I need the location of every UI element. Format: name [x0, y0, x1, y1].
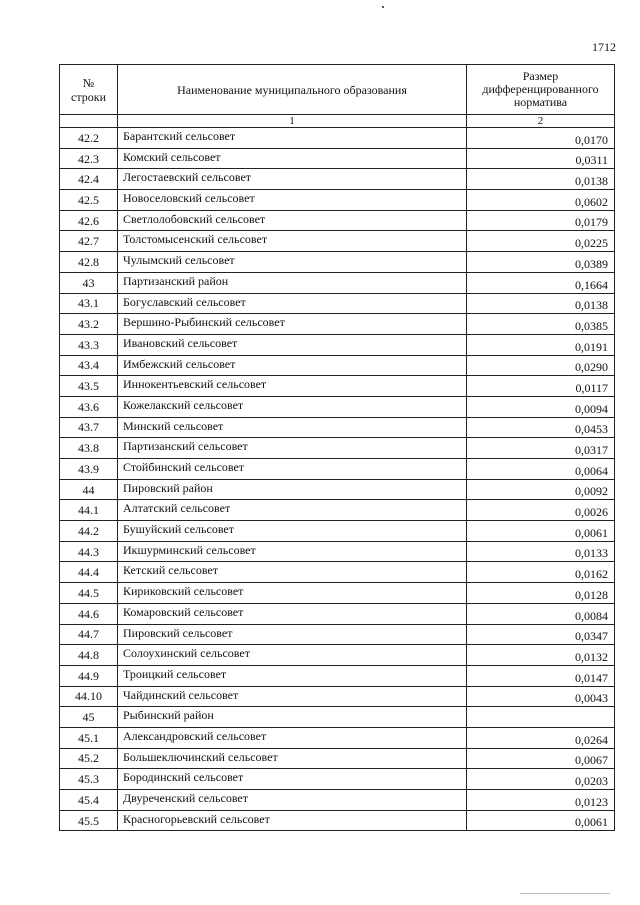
row-number: 42.7	[60, 231, 118, 252]
municipality-name: Бородинский сельсовет	[118, 769, 467, 790]
row-number: 45.5	[60, 810, 118, 831]
row-number: 44.5	[60, 583, 118, 604]
norm-value: 0,0064	[467, 459, 615, 480]
norm-value: 0,0170	[467, 128, 615, 149]
header-index-name: 1	[118, 115, 467, 128]
municipality-name: Новоселовский сельсовет	[118, 190, 467, 211]
table-row	[60, 169, 615, 190]
table-row	[60, 541, 615, 562]
header-row	[60, 65, 615, 115]
table-row	[60, 128, 615, 149]
table-body	[60, 128, 615, 831]
norm-value: 0,0061	[467, 521, 615, 542]
municipality-name: Алтатский сельсовет	[118, 500, 467, 521]
norm-value	[467, 707, 615, 728]
table-row	[60, 645, 615, 666]
row-number: 43.6	[60, 396, 118, 417]
norm-value: 0,0133	[467, 541, 615, 562]
table-row	[60, 521, 615, 542]
header-row-number: № строки	[60, 65, 118, 115]
norm-value: 0,0128	[467, 583, 615, 604]
row-number: 43.4	[60, 355, 118, 376]
norm-value: 0,0311	[467, 148, 615, 169]
municipality-name: Комаровский сельсовет	[118, 603, 467, 624]
header-norm-size: Размер дифференцированного норматива	[467, 65, 615, 115]
table-row	[60, 293, 615, 314]
municipality-name: Иннокентьевский сельсовет	[118, 376, 467, 397]
norm-value: 0,0094	[467, 396, 615, 417]
municipality-name: Стойбинский сельсовет	[118, 459, 467, 480]
header-index-value: 2	[467, 115, 615, 128]
norm-value: 0,0132	[467, 645, 615, 666]
norm-value: 0,0138	[467, 169, 615, 190]
municipality-name: Партизанский район	[118, 272, 467, 293]
table-row	[60, 727, 615, 748]
table-row	[60, 210, 615, 231]
norms-table	[59, 64, 615, 831]
table-row	[60, 190, 615, 211]
table-row	[60, 562, 615, 583]
row-number: 45.3	[60, 769, 118, 790]
table-row	[60, 624, 615, 645]
table-header	[60, 65, 615, 128]
row-number: 42.2	[60, 128, 118, 149]
row-number: 44.8	[60, 645, 118, 666]
table-row	[60, 769, 615, 790]
row-number: 43.1	[60, 293, 118, 314]
municipality-name: Светлолобовский сельсовет	[118, 210, 467, 231]
table-row	[60, 148, 615, 169]
row-number: 44.9	[60, 665, 118, 686]
norm-value: 0,0453	[467, 417, 615, 438]
table-row	[60, 272, 615, 293]
norm-value: 0,0061	[467, 810, 615, 831]
norm-value: 0,0290	[467, 355, 615, 376]
municipality-name: Кетский сельсовет	[118, 562, 467, 583]
row-number: 44.1	[60, 500, 118, 521]
municipality-name: Солоухинский сельсовет	[118, 645, 467, 666]
row-number: 44.3	[60, 541, 118, 562]
row-number: 42.3	[60, 148, 118, 169]
norm-value: 0,0067	[467, 748, 615, 769]
municipality-name: Богуславский сельсовет	[118, 293, 467, 314]
row-number: 43.7	[60, 417, 118, 438]
table-row	[60, 231, 615, 252]
norm-value: 0,0225	[467, 231, 615, 252]
municipality-name: Легостаевский сельсовет	[118, 169, 467, 190]
municipality-name: Ивановский сельсовет	[118, 334, 467, 355]
row-number: 44.4	[60, 562, 118, 583]
table-row	[60, 355, 615, 376]
table-row	[60, 500, 615, 521]
municipality-name: Минский сельсовет	[118, 417, 467, 438]
municipality-name: Кожелакский сельсовет	[118, 396, 467, 417]
scan-smudge	[520, 893, 610, 894]
row-number: 42.6	[60, 210, 118, 231]
norm-value: 0,0203	[467, 769, 615, 790]
municipality-name: Барантский сельсовет	[118, 128, 467, 149]
municipality-name: Комский сельсовет	[118, 148, 467, 169]
municipality-name: Пировский сельсовет	[118, 624, 467, 645]
header-index-empty	[60, 115, 118, 128]
table-row	[60, 790, 615, 811]
municipality-name: Красногорьевский сельсовет	[118, 810, 467, 831]
municipality-name: Вершино-Рыбинский сельсовет	[118, 314, 467, 335]
municipality-name: Партизанский сельсовет	[118, 438, 467, 459]
norm-value: 0,0191	[467, 334, 615, 355]
row-number: 43.8	[60, 438, 118, 459]
table-row	[60, 417, 615, 438]
row-number: 45.1	[60, 727, 118, 748]
norm-value: 0,0147	[467, 665, 615, 686]
norm-value: 0,0123	[467, 790, 615, 811]
norm-value: 0,0317	[467, 438, 615, 459]
norm-value: 0,0092	[467, 479, 615, 500]
table-row	[60, 396, 615, 417]
table-row	[60, 459, 615, 480]
table-row	[60, 334, 615, 355]
norm-value: 0,0347	[467, 624, 615, 645]
row-number: 44.6	[60, 603, 118, 624]
table-row	[60, 810, 615, 831]
norm-value: 0,0385	[467, 314, 615, 335]
municipality-name: Рыбинский район	[118, 707, 467, 728]
row-number: 43.9	[60, 459, 118, 480]
municipality-name: Троицкий сельсовет	[118, 665, 467, 686]
municipality-name: Бушуйский сельсовет	[118, 521, 467, 542]
norm-value: 0,0264	[467, 727, 615, 748]
row-number: 42.8	[60, 252, 118, 273]
municipality-name: Икшурминский сельсовет	[118, 541, 467, 562]
table-row	[60, 252, 615, 273]
table-row	[60, 665, 615, 686]
municipality-name: Чулымский сельсовет	[118, 252, 467, 273]
norm-value: 0,0138	[467, 293, 615, 314]
header-municipality-name: Наименование муниципального образования	[118, 65, 467, 115]
page-number: 1712	[592, 40, 616, 54]
row-number: 44	[60, 479, 118, 500]
table-row	[60, 707, 615, 728]
norm-value: 0,1664	[467, 272, 615, 293]
header-index-row	[60, 115, 615, 128]
norm-value: 0,0084	[467, 603, 615, 624]
table-row	[60, 376, 615, 397]
municipality-name: Кириковский сельсовет	[118, 583, 467, 604]
row-number: 45.4	[60, 790, 118, 811]
row-number: 43.5	[60, 376, 118, 397]
norm-value: 0,0043	[467, 686, 615, 707]
norm-value: 0,0179	[467, 210, 615, 231]
row-number: 43.3	[60, 334, 118, 355]
row-number: 44.7	[60, 624, 118, 645]
row-number: 43.2	[60, 314, 118, 335]
row-number: 42.5	[60, 190, 118, 211]
norm-value: 0,0602	[467, 190, 615, 211]
table-row	[60, 314, 615, 335]
row-number: 45.2	[60, 748, 118, 769]
norm-value: 0,0162	[467, 562, 615, 583]
table-row	[60, 603, 615, 624]
row-number: 44.10	[60, 686, 118, 707]
municipality-name: Чайдинский сельсовет	[118, 686, 467, 707]
table-row	[60, 583, 615, 604]
row-number: 44.2	[60, 521, 118, 542]
municipality-name: Имбежский сельсовет	[118, 355, 467, 376]
municipality-name: Двуреченский сельсовет	[118, 790, 467, 811]
norms-table-container	[59, 64, 614, 831]
scan-dot	[382, 6, 384, 8]
norm-value: 0,0117	[467, 376, 615, 397]
municipality-name: Большеключинский сельсовет	[118, 748, 467, 769]
row-number: 45	[60, 707, 118, 728]
municipality-name: Пировский район	[118, 479, 467, 500]
row-number: 43	[60, 272, 118, 293]
norm-value: 0,0026	[467, 500, 615, 521]
row-number: 42.4	[60, 169, 118, 190]
municipality-name: Толстомысенский сельсовет	[118, 231, 467, 252]
table-row	[60, 748, 615, 769]
table-row	[60, 479, 615, 500]
table-row	[60, 438, 615, 459]
table-row	[60, 686, 615, 707]
norm-value: 0,0389	[467, 252, 615, 273]
municipality-name: Александровский сельсовет	[118, 727, 467, 748]
